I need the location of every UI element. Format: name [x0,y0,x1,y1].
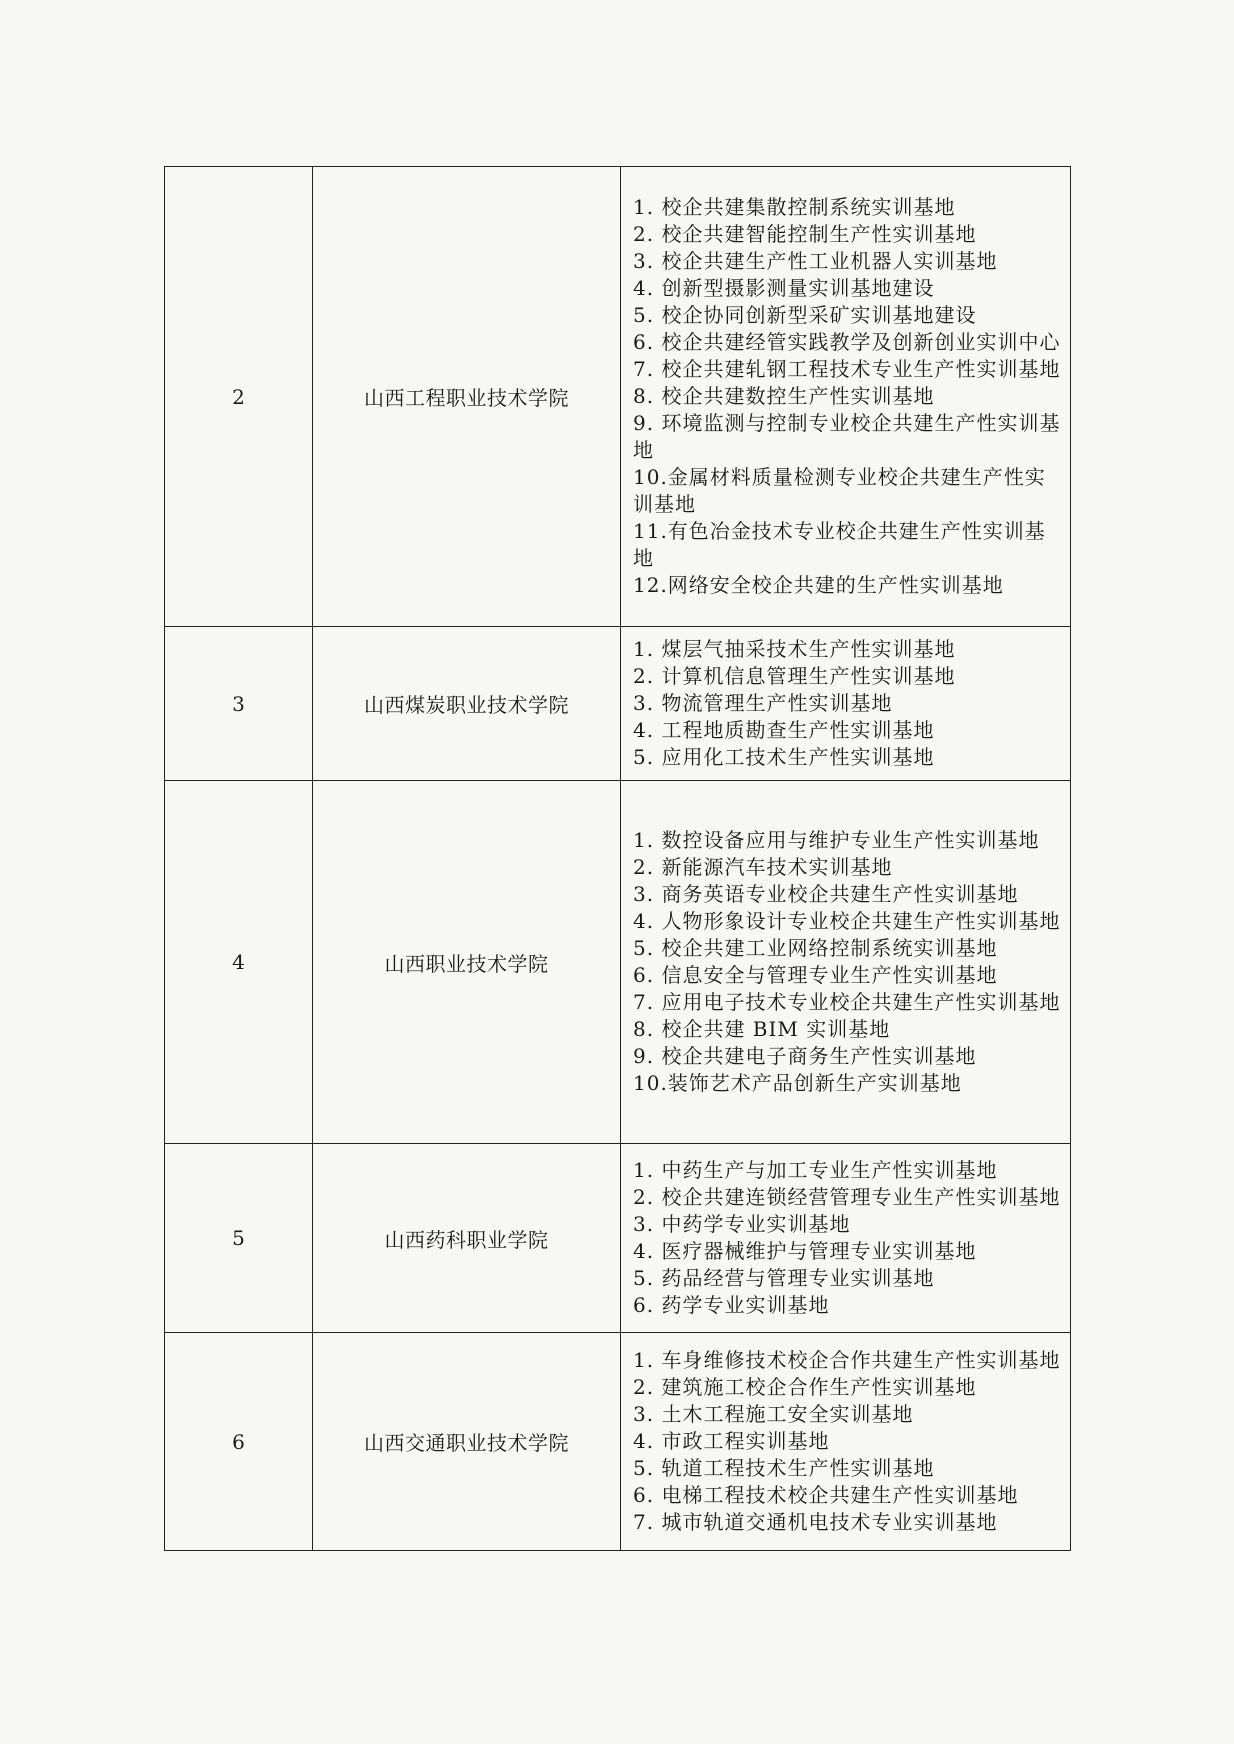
table-row [165,1333,1071,1551]
list-item: 10.装饰艺术产品创新生产实训基地 [633,1071,962,1095]
list-item: 9. 环境监测与控制专业校企共建生产性实训基地 [633,411,1061,462]
base-list [633,827,1064,1097]
base-list-cell [621,627,1071,781]
row-number: 6 [165,1333,313,1551]
row-number: 4 [165,781,313,1144]
list-item: 5. 校企协同创新型采矿实训基地建设 [633,303,977,327]
list-item: 6. 信息安全与管理专业生产性实训基地 [633,963,998,987]
list-item: 1. 煤层气抽采技术生产性实训基地 [633,637,956,661]
list-item: 2. 建筑施工校企合作生产性实训基地 [633,1375,977,1399]
table-row [165,1144,1071,1333]
list-item: 5. 轨道工程技术生产性实训基地 [633,1456,935,1480]
college-name: 山西职业技术学院 [313,781,621,1144]
base-list-cell [621,1144,1071,1333]
training-base-table [164,166,1071,1551]
row-number: 5 [165,1144,313,1333]
row-number: 2 [165,167,313,627]
list-item: 5. 校企共建工业网络控制系统实训基地 [633,936,998,960]
base-list-cell [621,1333,1071,1551]
list-item: 6. 药学专业实训基地 [633,1293,830,1317]
college-name: 山西煤炭职业技术学院 [313,627,621,781]
list-item: 3. 土木工程施工安全实训基地 [633,1402,914,1426]
list-item: 2. 计算机信息管理生产性实训基地 [633,664,956,688]
list-item: 11.有色冶金技术专业校企共建生产性实训基地 [633,519,1046,570]
list-item: 3. 中药学专业实训基地 [633,1212,851,1236]
list-item: 5. 应用化工技术生产性实训基地 [633,745,935,769]
list-item: 2. 校企共建智能控制生产性实训基地 [633,222,977,246]
list-item: 7. 应用电子技术专业校企共建生产性实训基地 [633,990,1061,1014]
list-item: 2. 校企共建连锁经营管理专业生产性实训基地 [633,1185,1061,1209]
list-item: 1. 校企共建集散控制系统实训基地 [633,195,956,219]
list-item: 5. 药品经营与管理专业实训基地 [633,1266,935,1290]
list-item: 8. 校企共建 BIM 实训基地 [633,1017,891,1041]
list-item: 4. 工程地质勘查生产性实训基地 [633,718,935,742]
college-name: 山西工程职业技术学院 [313,167,621,627]
list-item: 9. 校企共建电子商务生产性实训基地 [633,1044,977,1068]
list-item: 1. 数控设备应用与维护专业生产性实训基地 [633,828,1040,852]
table-row [165,627,1071,781]
base-list [633,636,1064,771]
table-row [165,167,1071,627]
college-name: 山西药科职业学院 [313,1144,621,1333]
base-list [633,1157,1064,1319]
list-item: 1. 中药生产与加工专业生产性实训基地 [633,1158,998,1182]
base-list-cell [621,167,1071,627]
list-item: 12.网络安全校企共建的生产性实训基地 [633,573,1004,597]
list-item: 10.金属材料质量检测专业校企共建生产性实训基地 [633,465,1046,516]
list-item: 4. 医疗器械维护与管理专业实训基地 [633,1239,977,1263]
list-item: 4. 市政工程实训基地 [633,1429,830,1453]
table-row [165,781,1071,1144]
list-item: 8. 校企共建数控生产性实训基地 [633,384,935,408]
base-list [633,1347,1064,1536]
list-item: 3. 物流管理生产性实训基地 [633,691,893,715]
list-item: 3. 商务英语专业校企共建生产性实训基地 [633,882,1019,906]
list-item: 1. 车身维修技术校企合作共建生产性实训基地 [633,1348,1061,1372]
list-item: 6. 电梯工程技术校企共建生产性实训基地 [633,1483,1019,1507]
list-item: 7. 城市轨道交通机电技术专业实训基地 [633,1510,998,1534]
base-list [633,194,1064,599]
row-number: 3 [165,627,313,781]
college-name: 山西交通职业技术学院 [313,1333,621,1551]
list-item: 6. 校企共建经管实践教学及创新创业实训中心 [633,330,1061,354]
list-item: 4. 人物形象设计专业校企共建生产性实训基地 [633,909,1061,933]
list-item: 2. 新能源汽车技术实训基地 [633,855,893,879]
list-item: 7. 校企共建轧钢工程技术专业生产性实训基地 [633,357,1061,381]
base-list-cell [621,781,1071,1144]
list-item: 3. 校企共建生产性工业机器人实训基地 [633,249,998,273]
list-item: 4. 创新型摄影测量实训基地建设 [633,276,935,300]
